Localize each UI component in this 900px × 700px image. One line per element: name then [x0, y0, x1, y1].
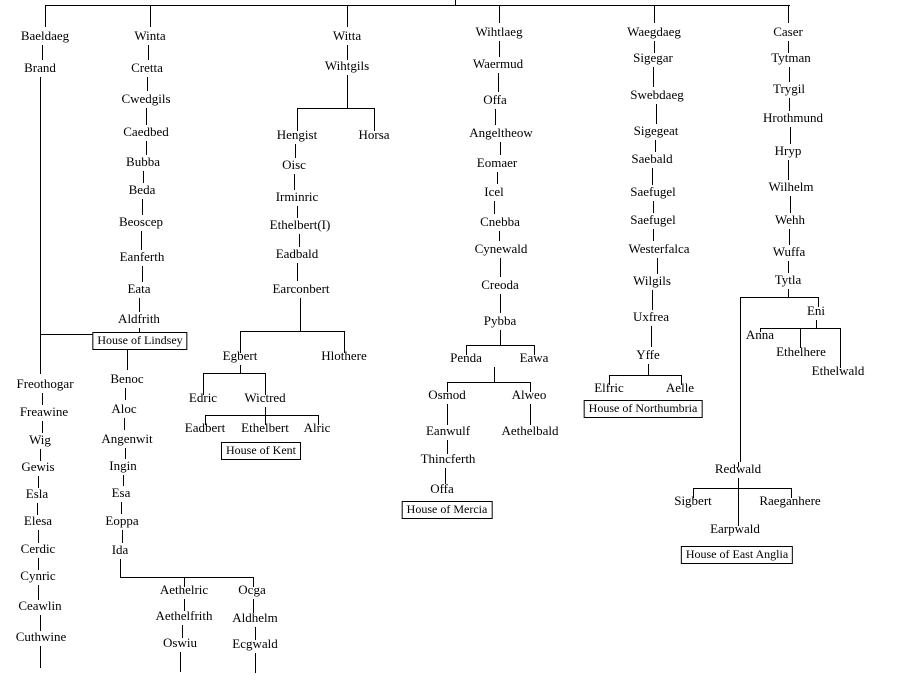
- person-node: Uxfrea: [632, 309, 670, 324]
- connector-line: [653, 229, 654, 241]
- person-node: Ingin: [109, 458, 137, 473]
- connector-line: [146, 108, 147, 125]
- connector-line: [40, 334, 41, 374]
- person-node: Wehh: [775, 212, 805, 227]
- person-node: Hrothmund: [763, 110, 823, 125]
- connector-line: [205, 415, 318, 416]
- connector-line: [494, 201, 495, 214]
- connector-line: [265, 407, 266, 415]
- connector-line: [40, 646, 41, 668]
- connector-line: [530, 404, 531, 425]
- person-node: Saefugel: [630, 184, 676, 199]
- connector-line: [499, 5, 500, 23]
- person-node: Esa: [111, 485, 131, 500]
- person-node: Witta: [332, 28, 362, 43]
- connector-line: [150, 5, 151, 27]
- person-node: Aldfrith: [118, 311, 160, 326]
- connector-line: [240, 365, 241, 373]
- person-node: Aethelbald: [501, 423, 559, 438]
- person-node: Aldhelm: [232, 610, 278, 625]
- person-node: Ethelbert: [241, 420, 289, 435]
- person-node: Cynewald: [474, 241, 528, 256]
- connector-line: [693, 488, 791, 489]
- connector-line: [455, 0, 456, 6]
- person-node: Oswiu: [163, 635, 197, 650]
- person-node: Gewis: [21, 459, 55, 474]
- person-node: Saefugel: [630, 212, 676, 227]
- connector-line: [500, 258, 501, 277]
- person-node: Ethelbert(I): [269, 217, 331, 232]
- person-node: Wictred: [244, 390, 286, 405]
- connector-line: [651, 326, 652, 347]
- person-node: Aloc: [111, 401, 137, 416]
- person-node: Ethelwald: [811, 363, 865, 378]
- connector-line: [652, 290, 653, 310]
- connector-line: [840, 328, 841, 368]
- person-node: Hengist: [276, 127, 318, 142]
- person-node: Caedbed: [123, 124, 169, 139]
- person-node: Cnebba: [480, 214, 520, 229]
- person-node: Freothogar: [16, 376, 74, 391]
- connector-line: [788, 160, 789, 180]
- connector-line: [347, 5, 348, 27]
- person-node: Cwedgils: [121, 91, 171, 106]
- person-node: Aelle: [665, 380, 695, 395]
- person-node: Offa: [430, 481, 454, 496]
- connector-line: [125, 388, 126, 400]
- connector-line: [653, 67, 654, 87]
- person-node: Icel: [484, 184, 504, 199]
- person-node: Eanferth: [119, 249, 165, 264]
- person-node: Egbert: [222, 348, 258, 363]
- connector-line: [789, 67, 790, 82]
- person-node: Angenwit: [101, 431, 153, 446]
- connector-line: [654, 5, 655, 23]
- person-node: Edric: [188, 390, 218, 405]
- connector-line: [203, 373, 266, 374]
- connector-line: [790, 196, 791, 213]
- person-node: Swebdaeg: [630, 87, 684, 102]
- connector-line: [347, 75, 348, 108]
- connector-line: [295, 144, 296, 158]
- connector-line: [147, 77, 148, 91]
- person-node: Freawine: [19, 404, 69, 419]
- house-label: House of Mercia: [402, 501, 493, 519]
- person-node: Caser: [773, 24, 803, 39]
- person-node: Benoc: [110, 371, 144, 386]
- connector-line: [124, 418, 125, 430]
- person-node: Eadbald: [275, 246, 319, 261]
- connector-line: [150, 5, 790, 6]
- person-node: Earconbert: [272, 281, 330, 296]
- person-node: Sigegeat: [633, 123, 679, 138]
- person-node: Ceawlin: [18, 598, 62, 613]
- person-node: Waermud: [472, 56, 524, 71]
- person-node: Wuffa: [772, 244, 806, 259]
- person-node: Horsa: [358, 127, 390, 142]
- person-node: Elfric: [594, 380, 624, 395]
- person-node: Wig: [29, 432, 51, 447]
- person-node: Yffe: [636, 347, 660, 362]
- person-node: Waegdaeg: [627, 24, 681, 39]
- connector-line: [499, 231, 500, 241]
- connector-line: [498, 73, 499, 92]
- connector-line: [141, 231, 142, 250]
- connector-line: [740, 297, 818, 298]
- person-node: Wihtlaeg: [475, 24, 523, 39]
- person-node: Anna: [745, 327, 775, 342]
- connector-line: [297, 108, 375, 109]
- house-label: House of Lindsey: [92, 332, 187, 350]
- person-node: Beda: [128, 182, 156, 197]
- connector-line: [180, 652, 181, 672]
- person-node: Tytla: [774, 272, 802, 287]
- connector-line: [740, 297, 741, 462]
- person-node: Cynric: [20, 568, 56, 583]
- person-node: Redwald: [714, 461, 762, 476]
- person-node: Hryp: [774, 143, 802, 158]
- house-label: House of East Anglia: [681, 546, 793, 564]
- house-label: House of Northumbria: [584, 400, 703, 418]
- person-node: Eadbert: [184, 420, 226, 435]
- person-node: Pybba: [483, 313, 517, 328]
- person-node: Wilgils: [633, 273, 671, 288]
- connector-line: [294, 174, 295, 190]
- person-node: Eni: [806, 303, 826, 318]
- connector-line: [300, 298, 301, 331]
- person-node: Raeganhere: [759, 493, 821, 508]
- connector-line: [652, 168, 653, 185]
- connector-line: [790, 127, 791, 144]
- connector-line: [466, 345, 535, 346]
- person-node: Tytman: [771, 50, 811, 65]
- person-node: Eawa: [519, 350, 549, 365]
- connector-line: [657, 258, 658, 274]
- person-node: Eata: [127, 281, 151, 296]
- house-label: House of Kent: [221, 442, 301, 460]
- connector-line: [656, 104, 657, 124]
- person-node: Cuthwine: [15, 629, 67, 644]
- connector-line: [240, 331, 344, 332]
- person-node: Sigbert: [674, 493, 712, 508]
- connector-line: [447, 404, 448, 425]
- person-node: Angeltheow: [469, 125, 533, 140]
- connector-line: [139, 298, 140, 312]
- person-node: Elesa: [23, 513, 53, 528]
- person-node: Westerfalca: [628, 241, 690, 256]
- person-node: Offa: [483, 92, 507, 107]
- person-node: Beoscep: [118, 214, 164, 229]
- connector-line: [255, 653, 256, 673]
- connector-line: [500, 142, 501, 155]
- person-node: Cerdic: [20, 541, 56, 556]
- person-node: Eanwulf: [425, 423, 471, 438]
- person-node: Wihtgils: [324, 58, 370, 73]
- person-node: Trygil: [772, 81, 806, 96]
- connector-line: [499, 41, 500, 57]
- person-node: Ethelhere: [776, 344, 826, 359]
- connector-line: [500, 294, 501, 313]
- person-node: Bubba: [126, 154, 160, 169]
- connector-line: [789, 229, 790, 245]
- person-node: Aethelfrith: [155, 608, 213, 623]
- connector-line: [45, 5, 151, 6]
- person-node: Earpwald: [710, 521, 760, 536]
- person-node: Cretta: [131, 60, 163, 75]
- person-node: Aethelric: [159, 582, 209, 597]
- person-node: Thincferth: [420, 451, 476, 466]
- person-node: Winta: [134, 28, 166, 43]
- person-node: Irminric: [275, 189, 319, 204]
- person-node: Oisc: [282, 157, 306, 172]
- connector-line: [40, 77, 41, 334]
- connector-line: [142, 199, 143, 215]
- connector-line: [788, 289, 789, 297]
- connector-line: [738, 478, 739, 488]
- person-node: Ida: [111, 542, 129, 557]
- connector-line: [816, 320, 817, 328]
- connector-line: [297, 263, 298, 281]
- connector-line: [788, 5, 789, 23]
- connector-line: [142, 266, 143, 282]
- connector-line: [146, 141, 147, 155]
- person-node: Baeldaeg: [20, 28, 70, 43]
- person-node: Alweo: [511, 387, 547, 402]
- person-node: Penda: [450, 350, 482, 365]
- connector-line: [148, 45, 149, 60]
- connector-line: [447, 382, 530, 383]
- connector-line: [497, 172, 498, 184]
- person-node: Ocga: [238, 582, 266, 597]
- connector-line: [495, 109, 496, 125]
- connector-line: [120, 577, 253, 578]
- person-node: Eoppa: [105, 513, 139, 528]
- connector-line: [45, 5, 46, 27]
- person-node: Wilhelm: [768, 179, 814, 194]
- person-node: Ecgwald: [232, 636, 278, 651]
- connector-line: [494, 367, 495, 382]
- connector-line: [42, 45, 43, 60]
- connector-line: [648, 364, 649, 375]
- person-node: Alric: [303, 420, 331, 435]
- person-node: Eomaer: [476, 155, 518, 170]
- person-node: Sigegar: [633, 50, 673, 65]
- person-node: Osmod: [428, 387, 466, 402]
- person-node: Brand: [24, 60, 56, 75]
- person-node: Creoda: [481, 277, 519, 292]
- connector-line: [500, 330, 501, 345]
- connector-line: [120, 559, 121, 577]
- person-node: Hlothere: [321, 348, 367, 363]
- connector-line: [609, 375, 681, 376]
- person-node: Saebald: [631, 151, 673, 166]
- person-node: Esla: [25, 486, 49, 501]
